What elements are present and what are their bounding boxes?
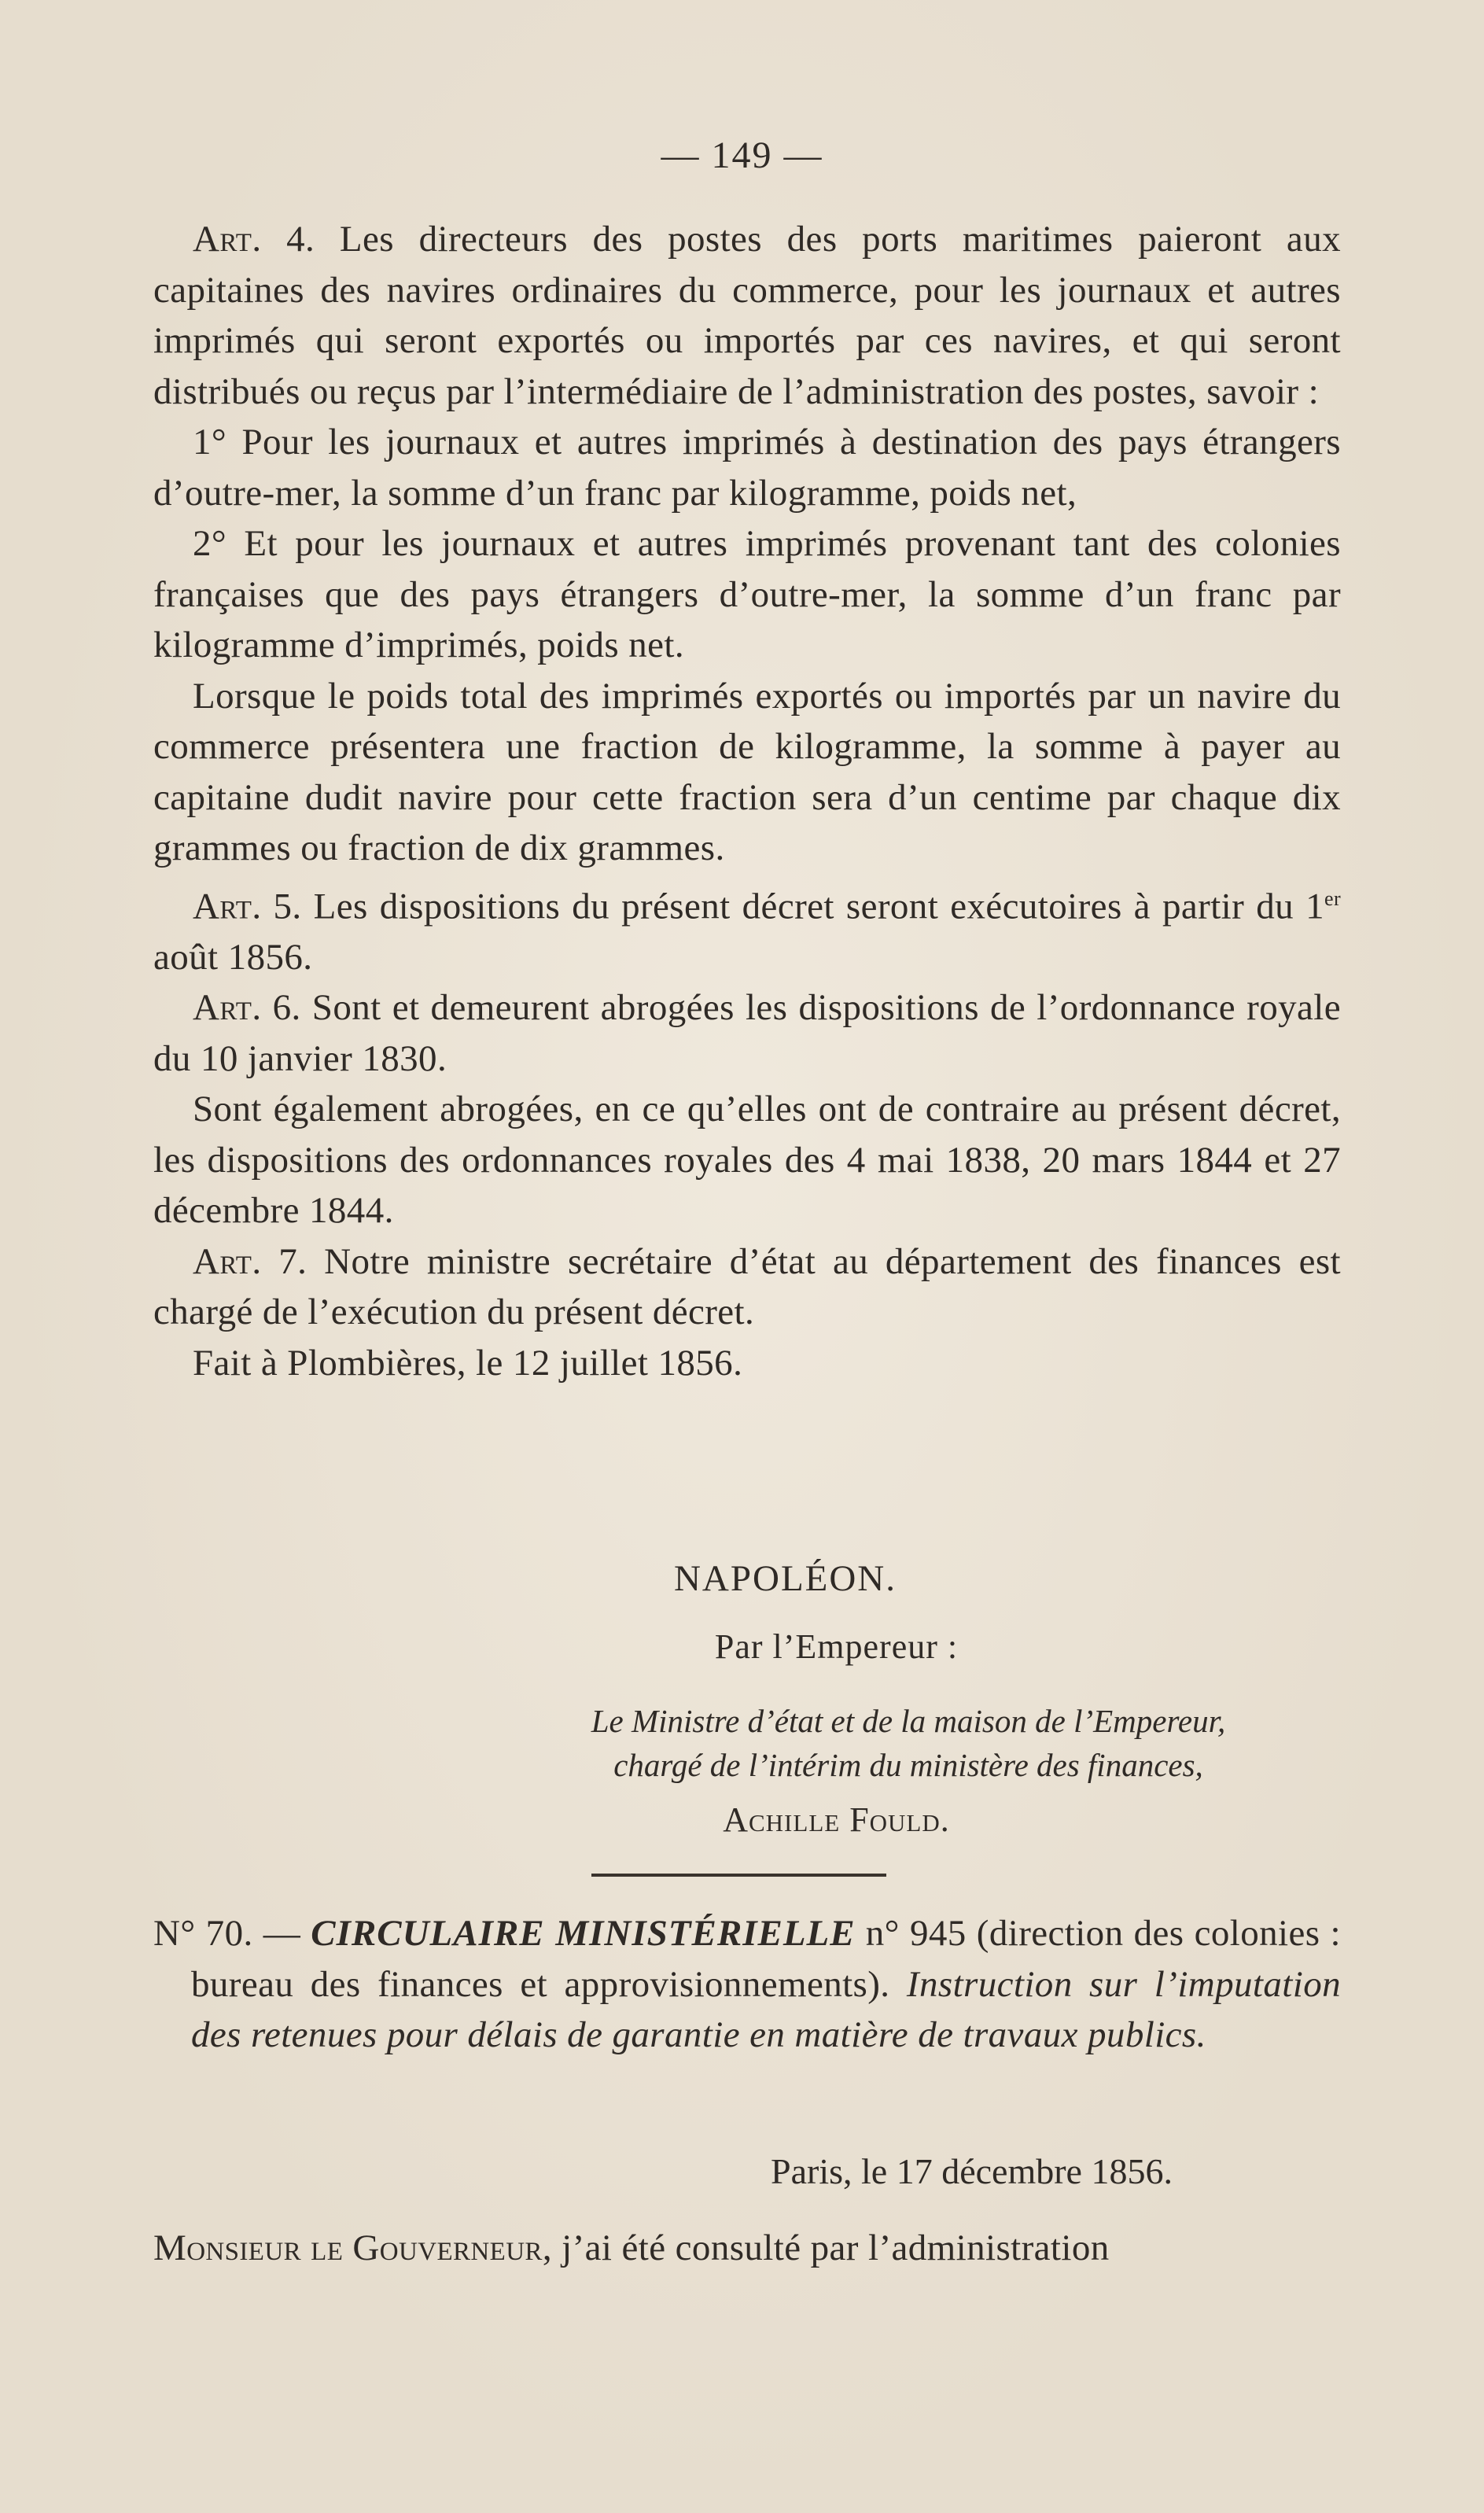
minister-name: Achille Fould. [723,1800,950,1839]
circular-subject: Instruction sur l’imputation des retenues pour délais de garantie en matière de travaux publics. [191,1963,1341,2055]
circular-date-line: Paris, le 17 décembre 1856. [771,2151,1173,2191]
fraction-paragraph: Lorsque le poids total des imprimés exportés ou importés par un navire du commerce présentera une fraction de kilogramme, la somme à payer au capitaine dudit navire pour cette fraction sera d’un centime par chaque dix grammes ou fraction de dix grammes. [153,675,1341,868]
article-4-label: Art. 4. [193,219,315,260]
circular-title: CIRCULAIRE MINISTÉRIELLE [311,1913,856,1954]
article-7-label: Art. 7. [193,1240,307,1282]
abrogation-paragraph: Sont également abrogées, en ce qu’elles ont de contraire au présent décret, les dispositions des ordonnances royales des 4 mai 1838, 20 mars 1844 et 27 décembre 1844. [153,1089,1341,1232]
circular-title-number: n° 945 (direction des colonies : bureau des finances et approvisionnements). [191,1913,1342,2005]
article-6 [153,982,1341,1084]
circular-body [153,2223,1341,2274]
decree-body [153,214,1341,1388]
page-number: — 149 — [661,134,823,176]
circular-number: N° 70. [153,1913,253,1954]
article-7-text: Notre ministre secrétaire d’état au département des finances est chargé de l’exécution du présent décret. [153,1240,1341,1333]
article-7 [153,1236,1341,1338]
article-4 [153,214,1341,417]
minister-title-line-1: Le Ministre d’état et de la maison de l’Empereur, [591,1703,1226,1739]
article-5-label: Art. 5. [193,886,302,927]
minister-title-line-2: chargé de l’intérim du ministère des finances, [613,1747,1203,1783]
salutation: Monsieur le Gouverneur, [153,2227,552,2268]
article-6-label: Art. 6. [193,987,301,1029]
signature-napoleon: NAPOLÉON. [673,1558,897,1599]
article-5-text-b: août 1856. [153,936,313,978]
article-4-text: Les directeurs des postes des ports maritimes paieront aux capitaines des navires ordinaires du commerce, pour les journaux et autres imprimés qui seront exportés ou importés par ces navires, et qui seront distribués ou reçus par l’intermédiaire de l’administration des postes, savoir : [153,219,1341,412]
article-5-text-a: Les dispositions du présent décret seront exécutoires à partir du 1 [301,886,1324,927]
circular-opening [153,2223,1341,2274]
minister-title [472,1699,1345,1787]
circular-dash: — [252,1913,311,1954]
fait-a-line: Fait à Plombières, le 12 juillet 1856. [193,1342,743,1384]
circular-body-start: j’ai été consulté par l’administration [552,2227,1110,2268]
item-1: 1° Pour les journaux et autres imprimés à destination des pays étrangers d’outre-mer, la somme d’un franc par kilogramme, poids net, [153,422,1341,514]
article-5-superscript: er [1324,886,1341,910]
article-6-text: Sont et demeurent abrogées les dispositions de l’ordonnance royale du 10 janvier 1830. [153,987,1341,1079]
article-5 [153,874,1341,983]
par-empereur: Par l’Empereur : [714,1627,959,1666]
circular-header [153,1908,1341,2061]
circular-heading [153,1908,1341,2061]
section-divider [591,1874,886,1877]
item-2: 2° Et pour les journaux et autres imprimés provenant tant des colonies françaises que des pays étrangers d’outre-mer, la somme d’un franc par kilogramme d’imprimés, poids net. [153,523,1341,665]
